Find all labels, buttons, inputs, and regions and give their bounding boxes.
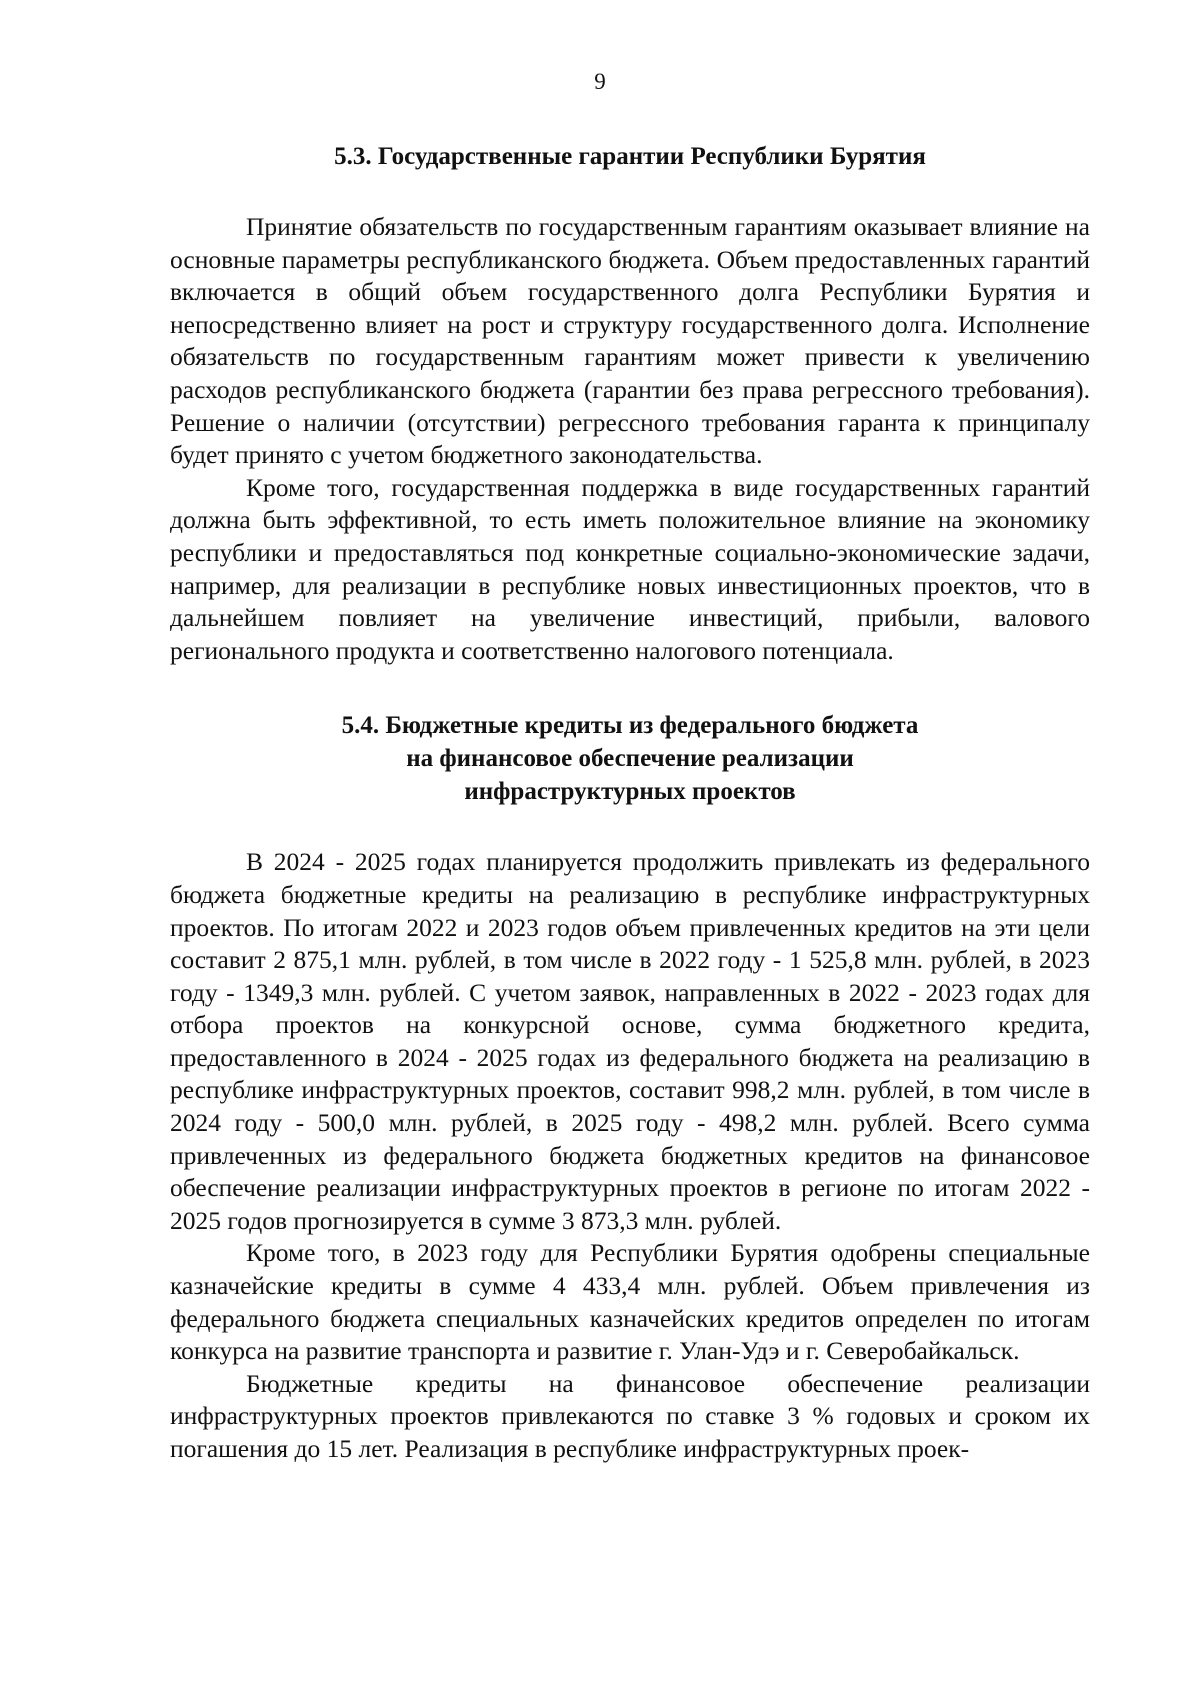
section-5-4-heading — [170, 709, 1090, 808]
section-5-4-paragraph-2: Кроме того, в 2023 году для Республики Бурятия одобрены специальные казначейские кредиты в сумме 4 433,4 млн. рублей. Объем привлечения из федерального бюджета специальных казначейских кредитов определен по итогам конкурса на развитие транспорта и развитие г. Улан-Удэ и г. Северобайкальск. — [170, 1238, 1090, 1366]
section-5-4-paragraph-1: В 2024 - 2025 годах планируется продолжить привлекать из федерального бюджета бюджетные кредиты на реализацию в республике инфраструктурных проектов. По итогам 2022 и 2023 годов объем привлеченных кредитов на эти цели составит 2 875,1 млн. рублей, в том числе в 2022 году - 1 525,8 млн. рублей, в 2023 году - 1349,3 млн. рублей. С учетом заявок, направленных в 2022 - 2023 годах для отбора проектов на конкурсной основе, сумма бюджетного кредита, предоставленного в 2024 - 2025 годах из федерального бюджета на реализацию в республике инфраструктурных проектов, составит 998,2 млн. рублей, в том числе в 2024 году - 500,0 млн. рублей, в 2025 году - 498,2 млн. рублей. Всего сумма привлеченных из федерального бюджета бюджетных кредитов на финансовое обеспечение реализации инфраструктурных проектов в регионе по итогам 2022 - 2025 годов прогнозируется в сумме 3 873,3 млн. рублей. — [170, 847, 1090, 1235]
section-5-4-heading-line-1: 5.4. Бюджетные кредиты из федерального бюджета — [341, 712, 919, 740]
section-5-4-paragraph-3: Бюджетные кредиты на финансовое обеспечение реализации инфраструктурных проектов привлекаются по ставке 3 % годовых и сроком их погашения до 15 лет. Реализация в республике инфраструктурных проек- — [170, 1368, 1090, 1463]
section-5-3-paragraph-1: Принятие обязательств по государственным гарантиям оказывает влияние на основные параметры республиканского бюджета. Объем предоставленных гарантий включается в общий объем государственного долга Республики Бурятия и непосредственно влияет на рост и структуру государственного долга. Исполнение обязательств по государственным гарантиям может привести к увеличению расходов республиканского бюджета (гарантии без права регрессного требования). Решение о наличии (отсутствии) регрессного требования гаранта к принципалу будет принято с учетом бюджетного законодательства. — [170, 212, 1090, 470]
page-number: 9 — [594, 69, 606, 94]
section-5-4-heading-line-2: на финансовое обеспечение реализации — [406, 745, 854, 773]
section-5-3-heading: 5.3. Государственные гарантии Республики Бурятия — [334, 143, 926, 170]
page-content — [170, 140, 1090, 1466]
section-5-3-paragraph-2: Кроме того, государственная поддержка в виде государственных гарантий должна быть эффективной, то есть иметь положительное влияние на экономику республики и предоставляться под конкретные социально-экономические задачи, например, для реализации в республике новых инвестиционных проектов, что в дальнейшем повлияет на увеличение инвестиций, прибыли, валового регионального продукта и соответственно налогового потенциала. — [170, 472, 1090, 665]
section-5-4-heading-line-3: инфраструктурных проектов — [464, 778, 796, 806]
